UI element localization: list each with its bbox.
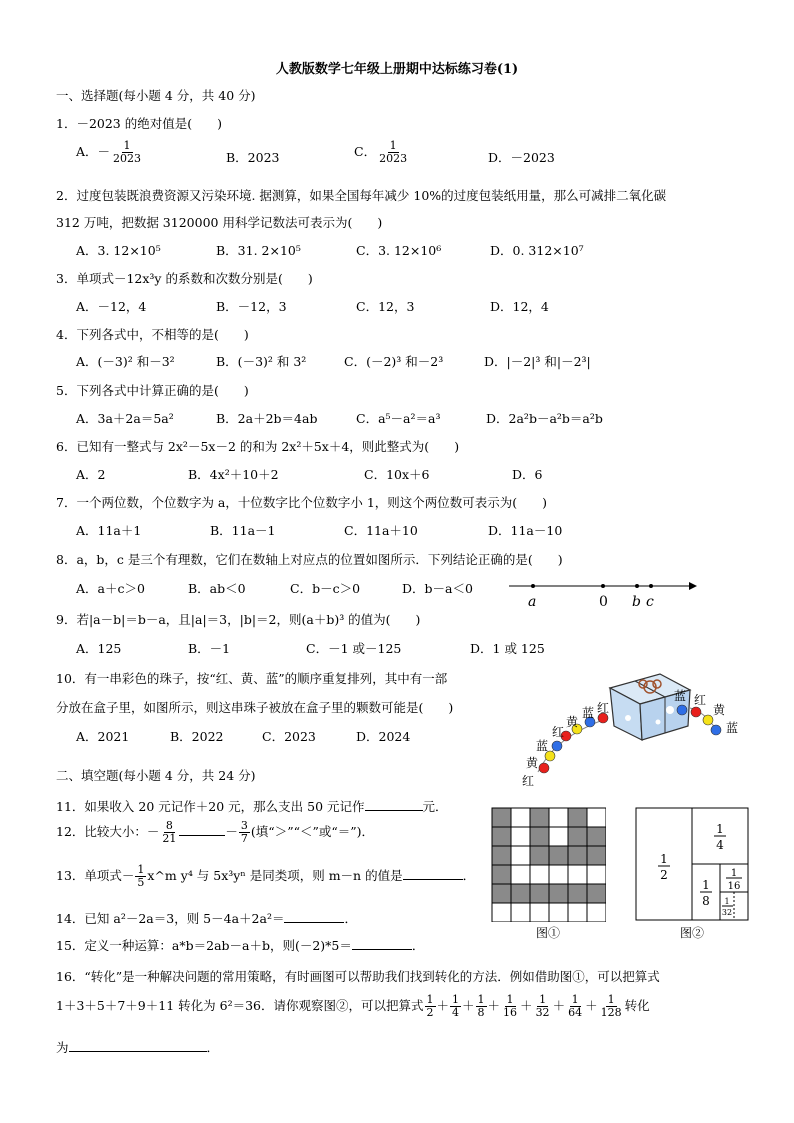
q15-text: 15．定义一种运算：a*b＝2ab－a＋b，则(－2)*5＝ — [56, 938, 352, 953]
q1-option-c[interactable] — [354, 140, 410, 165]
q13-monomial: x^m y⁴ 与 5x³yⁿ 是同类项，则 m－n 的值是 — [147, 868, 403, 883]
grid-cell — [568, 808, 587, 827]
q16-line1: 16．“转化”是一种解决问题的常用策略，有时画图可以帮助我们找到转化的方法．例如借助图①，可以把算式 — [56, 969, 660, 984]
grid-cell — [587, 884, 606, 903]
bead-label-2: 黄 — [526, 756, 539, 770]
fig2-thirty2-den: 32 — [721, 908, 733, 917]
q9-option-a[interactable]: A．125 — [76, 641, 122, 656]
q4-stem: 4．下列各式中，不相等的是( ) — [56, 327, 249, 342]
section-1-heading: 一、选择题(每小题 4 分，共 40 分) — [56, 88, 256, 103]
q16-line2 — [56, 994, 650, 1019]
q10-option-d[interactable]: D．2024 — [356, 729, 411, 744]
q3-option-b[interactable]: B．－12，3 — [216, 299, 287, 314]
q16-term-fraction: $\frac{1}{16}$ — [503, 993, 518, 1019]
q16-text: 1＋3＋5＋7＋9＋11 转化为 6²＝36．请你观察图②，可以把算式 — [56, 998, 424, 1013]
q7-option-b[interactable]: B．11a－1 — [210, 523, 276, 538]
q11-post: 元． — [422, 799, 448, 814]
section-2-heading: 二、填空题(每小题 4 分，共 24 分) — [56, 768, 256, 783]
point-a — [531, 584, 535, 588]
q5-option-b[interactable]: B．2a＋2b＝4ab — [216, 411, 318, 426]
grid-cell — [511, 865, 530, 884]
q13-line — [56, 864, 475, 889]
q11-text: 11．如果收入 20 元记作＋20 元，那么支出 50 元记作 — [56, 799, 365, 814]
q6-option-a[interactable]: A．2 — [76, 467, 106, 482]
grid-cell — [568, 827, 587, 846]
q16-answer-blank[interactable] — [69, 1039, 207, 1052]
q10-option-c[interactable]: C．2023 — [262, 729, 316, 744]
q8-option-c[interactable]: C．b－c＞0 — [290, 581, 361, 596]
page-title: 人教版数学七年级上册期中达标练习卷(1) — [275, 62, 519, 77]
q1-option-b[interactable]: B．2023 — [226, 150, 280, 165]
q6-option-b[interactable]: B．4x²＋10＋2 — [188, 467, 279, 482]
fig2-eighth-den: 8 — [702, 894, 710, 908]
plus-sign: ＋ — [462, 998, 475, 1013]
bead-label-5: 黄 — [566, 715, 579, 729]
q3-stem: 3．单项式－12x³y 的系数和次数分别是( ) — [56, 271, 313, 286]
q13-fraction: $\frac{1}{5}$ — [137, 863, 145, 889]
grid-cell — [530, 846, 549, 865]
q14-line — [56, 909, 357, 927]
beads-box-figure — [510, 660, 750, 790]
q16-term-fraction: $\frac{1}{8}$ — [477, 993, 485, 1019]
bead-label-6: 蓝 — [582, 706, 595, 720]
q4-option-c[interactable]: C．(－2)³ 和－2³ — [344, 354, 444, 369]
bead — [539, 763, 549, 773]
grid-cell — [530, 808, 549, 827]
grid-cell — [549, 827, 568, 846]
q10-option-b[interactable]: B．2022 — [170, 729, 224, 744]
q16-series — [424, 993, 625, 1019]
grid-cell — [511, 884, 530, 903]
bead — [677, 705, 687, 715]
q12-fraction-2: $\frac{3}{7}$ — [240, 819, 248, 845]
q9-option-c[interactable]: C．－1 或－125 — [306, 641, 402, 656]
grid-cell — [530, 903, 549, 922]
label-a: a — [528, 594, 537, 610]
fig2-sixteenth-den: 16 — [727, 881, 741, 892]
bead-label-1: 红 — [522, 774, 535, 788]
grid-cell — [530, 865, 549, 884]
plus-sign: ＋ — [552, 998, 566, 1013]
q3-option-c[interactable]: C．12，3 — [356, 299, 415, 314]
point-zero — [601, 584, 605, 588]
q3-option-a[interactable]: A．－12，4 — [76, 299, 147, 314]
fig2-thirty2-num: 1 — [724, 897, 730, 906]
grid-cell — [492, 903, 511, 922]
bead-label-11: 蓝 — [726, 721, 739, 735]
bead-label-8: 蓝 — [674, 689, 687, 703]
q5-option-c[interactable]: C．a⁵－a²＝a³ — [356, 411, 441, 426]
figure-1-label: 图① — [536, 926, 561, 940]
bead-label-10: 黄 — [713, 703, 726, 717]
q14-answer-blank[interactable] — [284, 910, 344, 923]
grid-cell — [530, 884, 549, 903]
q8-stem: 8．a，b，c 是三个有理数，它们在数轴上对应点的位置如图所示．下列结论正确的是( ) — [56, 552, 563, 567]
q10-line2: 分放在盒子里，如图所示，则这串珠子被放在盒子里的颗数可能是( ) — [56, 700, 454, 715]
bead — [691, 707, 701, 717]
q4-option-d[interactable]: D．|－2|³ 和|－2³| — [484, 354, 591, 369]
q15-post: ． — [411, 938, 425, 953]
fig2-half-num: 1 — [660, 852, 668, 866]
grid-cell — [511, 827, 530, 846]
number-line-figure — [505, 576, 700, 610]
q15-answer-blank[interactable] — [352, 937, 412, 950]
fig2-sixteenth-num: 1 — [730, 868, 738, 879]
grid-cell — [549, 808, 568, 827]
q2-option-d[interactable]: D．0. 312×10⁷ — [490, 243, 584, 258]
q4-option-a[interactable]: A．(－3)² 和－3² — [76, 354, 175, 369]
label-b: b — [632, 594, 641, 610]
q10-option-a[interactable]: A．2021 — [76, 729, 130, 744]
fig2-quarter-den: 4 — [716, 838, 724, 852]
fig2-eighth-num: 1 — [702, 878, 710, 892]
q2-option-b[interactable]: B．31. 2×10⁵ — [216, 243, 301, 258]
q7-option-c[interactable]: C．11a＋10 — [344, 523, 418, 538]
q1-a-label: A．－ — [76, 144, 111, 159]
bead-label-7: 红 — [597, 701, 610, 715]
plus-sign: ＋ — [585, 998, 598, 1013]
grid-cell — [492, 827, 511, 846]
q2-option-c[interactable]: C．3. 12×10⁶ — [356, 243, 442, 258]
q9-option-d[interactable]: D．1 或 125 — [470, 641, 545, 656]
q6-stem: 6．已知有一整式与 2x²－5x－2 的和为 2x²＋5x＋4，则此整式为( ) — [56, 439, 460, 454]
fig2-half-den: 2 — [660, 868, 668, 882]
fig2-quarter-num: 1 — [716, 822, 724, 836]
grid-cell — [549, 865, 568, 884]
q1-stem: 1．－2023 的绝对值是( ) — [56, 116, 222, 131]
grid-cell — [587, 903, 606, 922]
point-c — [649, 584, 653, 588]
q8-option-d[interactable]: D．b－a＜0 — [402, 581, 473, 596]
q1-option-d[interactable]: D．－2023 — [488, 150, 555, 165]
q7-stem: 7．一个两位数，个位数字为 a，十位数字比个位数字小 1，则这个两位数可表示为( ) — [56, 495, 548, 510]
q7-option-a[interactable]: A．11a＋1 — [76, 523, 142, 538]
point-b — [635, 584, 639, 588]
q14-post: ． — [344, 911, 357, 926]
q16-term-fraction: $\frac{1}{64}$ — [568, 993, 583, 1019]
grid-cell — [511, 846, 530, 865]
q1-c-label: C． — [354, 144, 377, 159]
grid-cell — [587, 846, 606, 865]
q8-option-a[interactable]: A．a＋c＞0 — [76, 581, 145, 596]
q1-c-fraction: $\frac{1}{2023}$ — [379, 139, 408, 165]
q12-fraction-1: $\frac{8}{21}$ — [162, 819, 177, 845]
q14-text: 14．已知 a²－2a＝3，则 5－4a＋2a²＝ — [56, 911, 285, 926]
q3-option-d[interactable]: D．12，4 — [490, 299, 549, 314]
q16-term-fraction: $\frac{1}{128}$ — [600, 993, 622, 1019]
q11-line — [56, 797, 448, 815]
bead-label-9: 红 — [694, 693, 707, 707]
q15-line — [56, 936, 424, 954]
q9-option-b[interactable]: B．－1 — [188, 641, 231, 656]
grid-cell — [511, 903, 530, 922]
q8-option-b[interactable]: B．ab＜0 — [188, 581, 246, 596]
q5-option-a[interactable]: A．3a＋2a＝5a² — [76, 411, 174, 426]
figure-1-grid — [490, 806, 606, 922]
q16-term-fraction: $\frac{1}{4}$ — [452, 993, 460, 1019]
number-line-arrow-icon — [689, 582, 697, 590]
bead — [703, 715, 713, 725]
q5-option-d[interactable]: D．2a²b－a²b＝a²b — [486, 411, 603, 426]
q13-answer-blank[interactable] — [403, 867, 463, 880]
q6-option-c[interactable]: C．10x＋6 — [364, 467, 430, 482]
grid-cell — [568, 865, 587, 884]
q16-post: 转化 — [624, 998, 650, 1013]
q9-stem: 9．若|a－b|＝b－a，且|a|＝3，|b|＝2，则(a＋b)³ 的值为( ) — [56, 612, 421, 627]
q1-a-fraction: $\frac{1}{2023}$ — [113, 139, 142, 165]
q12-text: 12．比较大小：－ — [56, 824, 160, 839]
q6-option-d[interactable]: D．6 — [512, 467, 543, 482]
plus-sign: ＋ — [520, 998, 533, 1013]
bead-label-4: 红 — [552, 725, 565, 739]
grid-cell — [549, 846, 568, 865]
bead-label-3: 蓝 — [536, 739, 549, 753]
q2-option-a[interactable]: A．3. 12×10⁵ — [76, 243, 161, 258]
q5-stem: 5．下列各式中计算正确的是( ) — [56, 383, 249, 398]
grid-cell — [549, 903, 568, 922]
plus-sign: ＋ — [436, 998, 450, 1013]
grid-cell — [568, 884, 587, 903]
grid-cell — [492, 808, 511, 827]
q1-option-a[interactable] — [76, 140, 144, 165]
grid-cell — [511, 808, 530, 827]
grid-cell — [587, 865, 606, 884]
grid-cell — [549, 884, 568, 903]
q16-line3-text: 为 — [56, 1040, 69, 1055]
grid-cell — [530, 827, 549, 846]
grid-cell — [492, 865, 511, 884]
figure-2-label: 图② — [680, 926, 705, 940]
grid-cell — [492, 884, 511, 903]
q12-answer-blank[interactable] — [179, 823, 225, 836]
label-c: c — [646, 594, 654, 610]
grid-cell — [568, 846, 587, 865]
q2-line1: 2．过度包装既浪费资源又污染环境. 据测算，如果全国每年减少 10%的过度包装纸用量，那么可减排二氧化碳 — [56, 188, 667, 203]
q10-line1: 10．有一串彩色的珠子，按“红、黄、蓝”的顺序重复排列，其中有一部 — [56, 671, 448, 686]
q11-answer-blank[interactable] — [365, 798, 423, 811]
q13-post: ． — [462, 868, 476, 883]
label-zero: 0 — [599, 594, 608, 610]
plus-sign: ＋ — [487, 998, 501, 1013]
q16-line3: 为 ． — [56, 1040, 220, 1055]
bead — [711, 725, 721, 735]
q13-text: 13．单项式－ — [56, 868, 135, 883]
q12-minus: － — [225, 824, 238, 839]
q12-line — [56, 820, 374, 845]
q7-option-d[interactable]: D．11a－10 — [488, 523, 563, 538]
bead — [552, 741, 562, 751]
grid-cell — [568, 903, 587, 922]
grid-cell — [587, 808, 606, 827]
q16-term-fraction: $\frac{1}{32}$ — [535, 993, 550, 1019]
q16-term-fraction: $\frac{1}{2}$ — [426, 993, 434, 1019]
grid-cell — [587, 827, 606, 846]
q2-line2: 312 万吨，把数据 3120000 用科学记数法可表示为( ) — [56, 215, 383, 230]
figure-2-square — [634, 806, 752, 922]
grid-cell — [492, 846, 511, 865]
q12-post: (填“＞”“＜”或“＝”)． — [250, 824, 375, 839]
q4-option-b[interactable]: B．(－3)² 和 3² — [216, 354, 307, 369]
